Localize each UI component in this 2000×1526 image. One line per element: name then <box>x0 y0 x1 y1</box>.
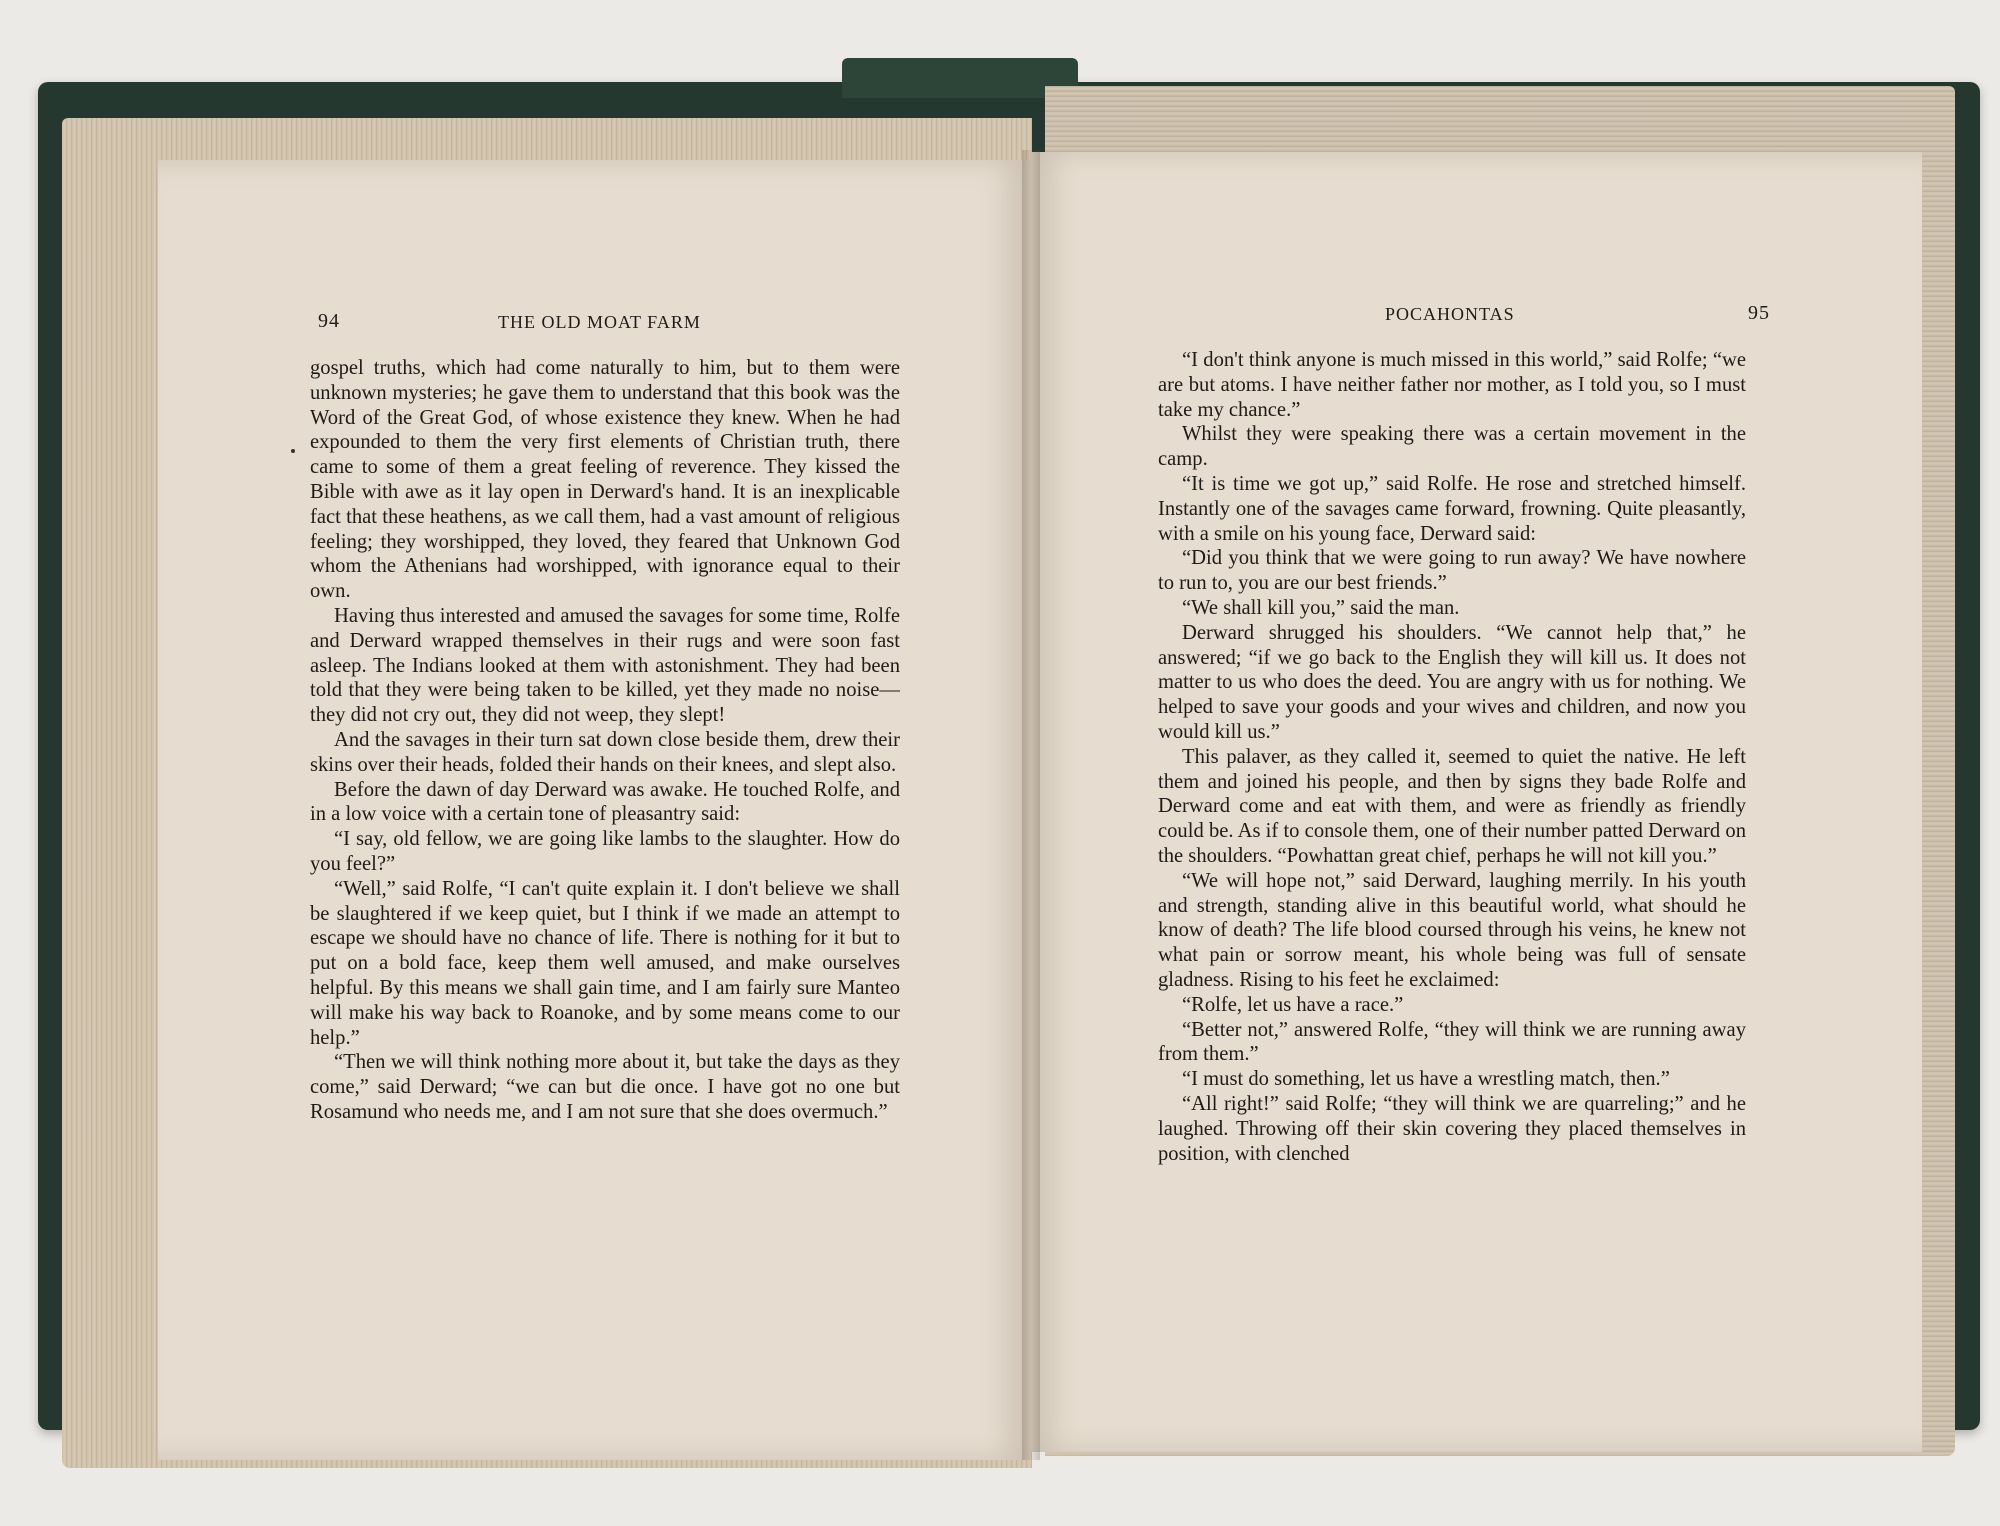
left-running-title: THE OLD MOAT FARM <box>498 312 701 332</box>
paragraph: “We shall kill you,” said the man. <box>1182 596 1460 619</box>
right-page-header <box>1030 302 1922 332</box>
paragraph: And the savages in their turn sat down close beside them, drew their skins over their heads, folded their hands on their knees, and slept also. <box>310 728 900 776</box>
paragraph: Derward shrugged his shoulders. “We cannot help that,” he answered; “if we go back to the English they will kill us. It does not matter to us who does the deed. You are angry with us for nothing. We helped to save your goods and your wives and children, and now you would kill us.” <box>1158 621 1746 743</box>
paragraph: “Rolfe, let us have a race.” <box>1182 993 1404 1016</box>
left-page-header <box>158 310 1030 340</box>
left-page <box>158 160 1030 1460</box>
left-page-text <box>310 356 900 1125</box>
paragraph: “It is time we got up,” said Rolfe. He rose and stretched himself. Instantly one of the savages came forward, frowning. Quite pleasantly, with a smile on his young face, Derward said: <box>1158 472 1746 545</box>
paragraph: “Did you think that we were going to run away? We have nowhere to run to, you are our best friends.” <box>1158 547 1746 595</box>
right-running-title: POCAHONTAS <box>1385 304 1515 324</box>
book-spine-top <box>842 58 1078 98</box>
right-page <box>1030 152 1922 1452</box>
book-gutter <box>1022 150 1040 1460</box>
paragraph: Having thus interested and amused the savages for some time, Rolfe and Derward wrapped themselves in their rugs and were soon fast asleep. The Indians looked at them with astonishment. They had been told that they were being taken to be killed, yet they made no noise—they did not cry out, they did not weep, they slept! <box>310 604 900 727</box>
paragraph: “I don't think anyone is much missed in this world,” said Rolfe; “we are but atoms. I have neither father nor mother, as I told you, so I must take my chance.” <box>1158 349 1746 421</box>
paragraph: “We will hope not,” said Derward, laughing merrily. In his youth and strength, standing alive in this beautiful world, what should he know of death? The life blood coursed through his veins, he knew not what pain or sorrow meant, his whole being was full of sensate gladness. Rising to his feet he exclaimed: <box>1158 869 1746 991</box>
paragraph: Before the dawn of day Derward was awake. He touched Rolfe, and in a low voice with a certain tone of pleasantry said: <box>310 778 900 826</box>
paragraph: “Well,” said Rolfe, “I can't quite explain it. I don't believe we shall be slaughtered if we keep quiet, but I think if we made an attempt to escape we should have no chance of life. There is nothing for it but to put on a bold face, keep them well amused, and make ourselves helpful. By this means we shall gain time, and I am fairly sure Manteo will make his way back to Roanoke, and by some means come to our help.” <box>310 877 900 1049</box>
paragraph: “Then we will think nothing more about it, but take the days as they come,” said Derward; “we can but die once. I have got no one but Rosamund who needs me, and I am not sure that she does overmuch.” <box>310 1051 900 1123</box>
paragraph: Whilst they were speaking there was a certain movement in the camp. <box>1158 423 1746 471</box>
paragraph: “I must do something, let us have a wrestling match, then.” <box>1182 1068 1670 1091</box>
left-page-number: 94 <box>318 310 340 332</box>
paragraph: “Better not,” answered Rolfe, “they will think we are running away from them.” <box>1158 1018 1746 1066</box>
paragraph: “I say, old fellow, we are going like lambs to the slaughter. How do you feel?” <box>310 828 900 875</box>
paragraph: This palaver, as they called it, seemed to quiet the native. He left them and joined his people, and then by signs they bade Rolfe and Derward come and eat with them, and were as friendly as friendly could be. As if to console them, one of their number patted Derward on the shoulders. “Powhattan great chief, perhaps he will not kill you.” <box>1158 745 1746 867</box>
right-page-text <box>1158 348 1746 1166</box>
paragraph: gospel truths, which had come naturally to him, but to them were unknown mysteries; he gave them to understand that this book was the Word of the Great God, of whose existence they knew. When he had expounded to them the very first elements of Christian truth, there came to some of them a great feeling of reverence. They kissed the Bible with awe as it lay open in Derward's hand. It is an inexplicable fact that these heathens, as we call them, had a vast amount of religious feeling; they worshipped, they loved, they feared that Unknown God whom the Athenians had worshipped, with ignorance equal to their own. <box>310 357 900 603</box>
paragraph: “All right!” said Rolfe; “they will think we are quarreling;” and he laughed. Throwing off their skin covering they placed themselves in position, with clenched <box>1158 1092 1746 1165</box>
ink-speck <box>291 449 295 453</box>
right-page-number: 95 <box>1748 302 1770 324</box>
